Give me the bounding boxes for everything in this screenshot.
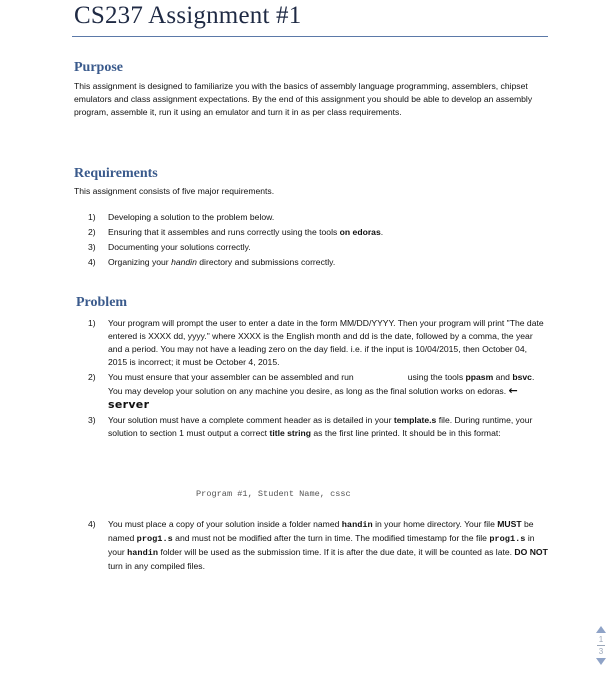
handwritten-annotation: ← server [108, 384, 519, 411]
scroll-down-icon[interactable] [596, 658, 606, 665]
page-scroller[interactable] [595, 626, 607, 665]
page-title: CS237 Assignment #1 [74, 2, 302, 29]
total-pages: 3 [598, 647, 604, 656]
requirements-list [88, 211, 548, 271]
list-item: 4) You must place a copy of your solution inside a folder named handin in your home directory. Your file MUST be named prog1.s and must not be modified after the turn in time. The modified timestamp for the file prog1.s in your handin folder will be used as the submission time. If it is after the due date, it will be counted as late. DO NOT turn in any compiled files. [88, 519, 548, 571]
problem-list [88, 317, 548, 442]
purpose-heading: Purpose [74, 60, 123, 75]
title-string-example: Program #1, Student Name, cssc [196, 489, 351, 499]
current-page: 1 [598, 635, 604, 644]
problem-list-continued [88, 518, 548, 575]
page-divider [597, 645, 605, 646]
list-item: 1) Developing a solution to the problem below. [88, 212, 275, 222]
list-item: 3) Your solution must have a complete comment header as is detailed in your template.s file. During runtime, your solution to section 1 must output a correct title string as the first line printed. It should be in this format: [88, 415, 533, 438]
requirements-intro: This assignment consists of five major requirements. [74, 186, 275, 196]
list-item: 2) You must ensure that your assembler can be assembled and run using the tools ppasm and bsvc. You may develop your solution on any machine you desire, as long as the final solution works on edoras. ← server [88, 372, 535, 411]
list-item: 4) Organizing your handin directory and submissions correctly. [88, 257, 336, 267]
list-item: 3) Documenting your solutions correctly. [88, 242, 251, 252]
scroll-up-icon[interactable] [596, 626, 606, 633]
requirements-heading: Requirements [74, 166, 158, 181]
title-divider [72, 36, 548, 37]
list-item: 1) Your program will prompt the user to enter a date in the form MM/DD/YYYY. Then your program will print "The date entered is XXXX dd, yyyy." where XXXX is the English month and dd is the date, followed by a comma, the year and a period. You may not have a leading zero on the day field. i.e. if the input is 10/04/2015, then October 04, 2015 is incorrect; it must be October 4, 2015. [88, 318, 544, 367]
purpose-text: This assignment is designed to familiarize you with the basics of assembly language programming, assemblers, chipset emulators and class assignment expectations. By the end of this assignment you should be able to develop an assembly program, assemble it, run it using an emulator and turn it in as per class requirements. [74, 81, 533, 117]
list-item: 2) Ensuring that it assembles and runs correctly using the tools on edoras. [88, 227, 384, 237]
problem-heading: Problem [76, 295, 128, 310]
